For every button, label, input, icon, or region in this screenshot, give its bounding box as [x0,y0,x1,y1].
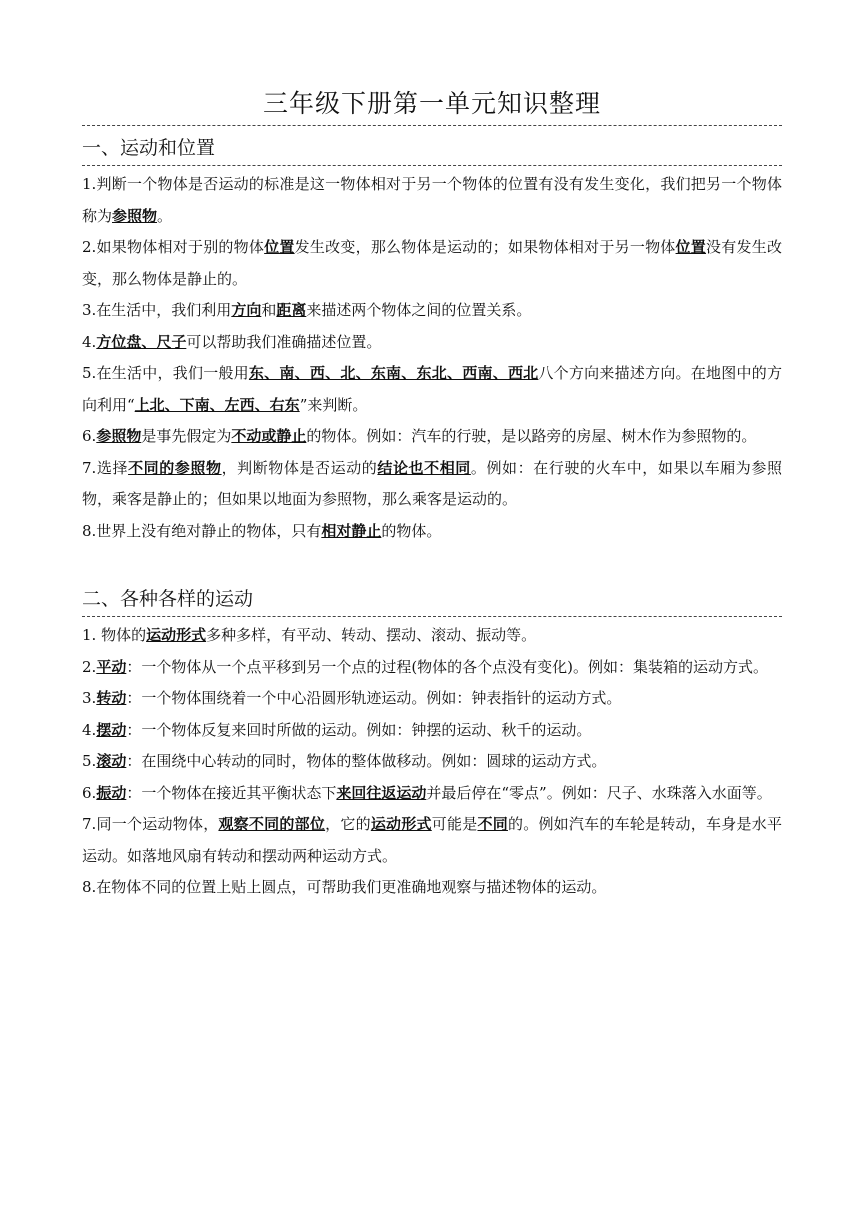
title-divider [82,125,782,126]
item-text: ：一个物体围绕着一个中心沿圆形轨迹运动。例如：钟表指针的运动方式。 [126,689,622,707]
item-text: 和 [261,301,277,319]
key-term: 结论也不相同 [377,458,471,477]
item-text: 2. [82,657,97,676]
key-term: 方位盘、尺子 [96,332,187,351]
item-text: 2.如果物体相对于别的物体 [82,238,265,256]
key-term: 来回往返运动 [336,783,427,802]
item-text: 6. [82,427,97,445]
item-text: ”来判断。 [299,395,368,414]
list-item [82,620,782,652]
item-text: 可以帮助我们准确描述位置。 [186,332,382,351]
list-item [82,358,782,421]
key-term: 滚动 [96,752,127,770]
item-text: 。 [157,206,173,225]
item-text: 3.在生活中，我们利用 [82,301,232,319]
item-text: 1.判断一个物体是否运动的标准是这一物体相对于另一个物体的位置有没有发生变化，我们把另一个物体称为 [82,175,782,225]
key-term: 运动形式 [146,626,207,644]
item-text: 的物体。 [381,521,442,540]
key-term: 不同的参照物 [128,458,222,477]
section-1-divider [82,165,782,166]
key-term: 平动 [96,657,127,676]
key-term: 转动 [96,689,127,707]
list-item [82,652,782,684]
list-item [82,715,782,747]
item-text: 的物体。例如：汽车的行驶，是以路旁的房屋、树木作为参照物的。 [306,427,757,445]
key-term: 位置 [675,238,707,256]
item-text: 并最后停在“零点”。例如：尺子、水珠落入水面等。 [426,783,772,802]
key-term: 参照物 [96,427,142,445]
list-item [82,809,782,872]
key-term: 观察不同的部位 [218,815,326,833]
key-term: 位置 [264,238,295,256]
list-item [82,746,782,778]
item-text: 是事先假定为 [141,427,232,445]
item-text: ：一个物体反复来回时所做的运动。例如：钟摆的运动、秋千的运动。 [126,720,592,739]
list-item [82,421,782,453]
section-2-items [82,620,782,904]
item-text: ：一个物体从一个点平移到另一个点的过程(物体的各个点没有变化)。例如：集装箱的运动方式。 [126,657,769,676]
item-text: ，它的 [325,815,371,833]
item-text: ：在围绕中心转动的同时，物体的整体做移动。例如：圆球的运动方式。 [126,752,607,770]
item-text: 3. [82,689,97,707]
item-text: 7.选择 [82,458,129,477]
key-term: 东、南、西、北、东南、东北、西南、西北 [248,364,539,382]
key-term: 方向 [231,301,262,319]
key-term: 距离 [276,301,307,319]
list-item [82,872,782,904]
list-item [82,169,782,232]
item-text: 1. 物体的 [82,626,147,644]
item-text: 8.在物体不同的位置上贴上圆点，可帮助我们更准确地观察与描述物体的运动。 [82,878,607,896]
list-item [82,295,782,327]
item-text: 没有发生改变，那么物体是静止的。 [82,238,782,288]
item-text: 可能是 [431,815,478,833]
item-text: 5. [82,752,97,770]
key-term: 振动 [96,783,127,802]
list-item [82,683,782,715]
item-text: 8.世界上没有绝对静止的物体，只有 [82,521,322,540]
key-term: 不动或静止 [231,427,307,445]
section-1-heading: 一、运动和位置 [82,137,216,159]
key-term: 运动形式 [370,815,432,833]
item-text: 来描述两个物体之间的位置关系。 [306,301,532,319]
key-term: 上北、下南、左西、右东 [134,395,300,414]
key-term: 摆动 [96,720,127,739]
list-item [82,778,782,810]
section-2-heading: 二、各种各样的运动 [82,588,254,610]
list-item [82,453,782,516]
item-text: 发生改变，那么物体是运动的；如果物体相对于另一物体 [294,238,676,256]
item-text: 4. [82,720,97,739]
item-text: 多种多样，有平动、转动、摆动、滚动、振动等。 [206,626,537,644]
item-text: ：一个物体在接近其平衡状态下 [126,783,337,802]
key-term: 相对静止 [321,521,382,540]
item-text: ，判断物体是否运动的 [221,458,378,477]
list-item [82,327,782,359]
item-text: 6. [82,783,97,802]
page-title: 三年级下册第一单元知识整理 [262,89,601,118]
item-text: 八个方向来描述方向。在地图中的方向利用“ [82,364,782,414]
item-text: 4. [82,332,97,351]
list-item [82,232,782,295]
list-item [82,516,782,548]
key-term: 参照物 [112,206,158,225]
key-term: 不同 [477,815,508,833]
item-text: 5.在生活中，我们一般用 [82,364,249,382]
item-text: 的。例如汽车的车轮是转动，车身是水平运动。如落地风扇有转动和摆动两种运动方式。 [82,815,782,865]
section-2-divider [82,616,782,617]
item-text: 7.同一个运动物体， [82,815,219,833]
section-1-items [82,169,782,547]
item-text: 。例如：在行驶的火车中，如果以车厢为参照物，乘客是静止的；但如果以地面为参照物，那么乘客是运动的。 [82,458,782,508]
